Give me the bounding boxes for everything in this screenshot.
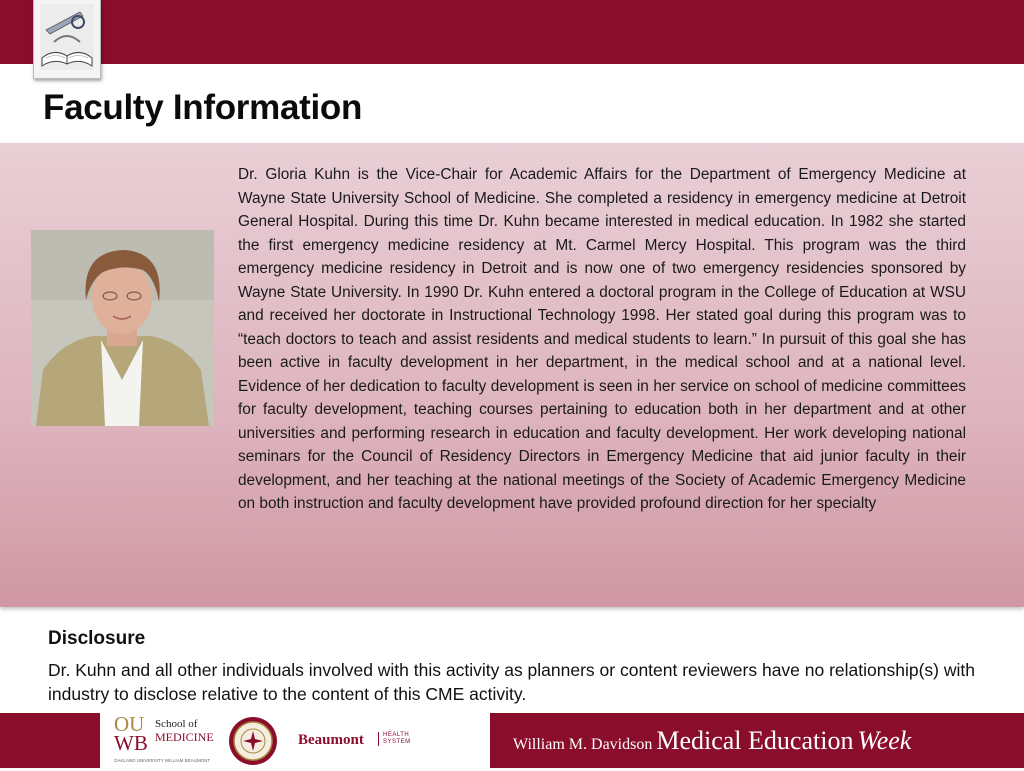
- banner-week: Week: [857, 726, 912, 755]
- banner-prefix: William M. Davidson: [513, 736, 653, 753]
- disclosure-heading: Disclosure: [48, 628, 146, 649]
- ouwb-subtitle: OAKLAND UNIVERSITY WILLIAM BEAUMONT: [114, 758, 211, 763]
- faculty-photo: [31, 230, 214, 426]
- ouwb-school-name: [155, 718, 214, 744]
- bio-panel: [0, 143, 1024, 607]
- ouwb-logo: [114, 712, 214, 767]
- page-title: Faculty Information: [43, 88, 363, 127]
- ouwb-line2: WB: [114, 731, 148, 755]
- ouwb-monogram: [114, 712, 152, 755]
- ouwb-school-of: School of: [155, 718, 198, 730]
- seal-icon: [228, 716, 278, 766]
- top-header-bar: [0, 0, 1024, 64]
- footer-banner: [490, 713, 1024, 768]
- banner-text: [513, 726, 911, 756]
- disclosure-text: Dr. Kuhn and all other individuals involved with this activity as planners or content reviewers have no relationship(s) with industry to disclose relative to the content of this CME activity.: [48, 660, 975, 704]
- banner-main: Medical Education: [656, 726, 854, 755]
- beaumont-sub-line2: SYSTEM: [383, 739, 411, 745]
- ouwb-line1: OU: [114, 712, 145, 736]
- beaumont-logo-name: Beaumont: [298, 732, 364, 748]
- beaumont-logo-sub: [378, 732, 423, 746]
- beaumont-sub-line1: HEALTH: [383, 732, 410, 738]
- ouwb-medicine: MEDICINE: [155, 730, 214, 744]
- footer-left-bar: [0, 713, 100, 768]
- footer-logos: [100, 713, 485, 768]
- book-logo-icon: [33, 0, 101, 79]
- bio-text: Dr. Gloria Kuhn is the Vice-Chair for Academic Affairs for the Department of Emergency Medicine at Wayne State University School of Medicine. She completed a residency in emergency medicine at Detroit General Hospital. During this time Dr. Kuhn became interested in medical education. In 1982 she started the first emergency medicine residency at Mt. Carmel Mercy Hospital. This program was the third emergency medicine residency in Detroit and is now one of two emergency residencies sponsored by Wayne State University. In 1990 Dr. Kuhn entered a doctoral program in the College of Education at WSU and received her doctorate in Instructional Technology 1998. Her stated goal during this program was to “teach doctors to teach and assist residents and medical students to learn.” In pursuit of this goal she has been active in faculty development in her department, in the medical school and at a national level. Evidence of her dedication to faculty development is seen in her service on school of medicine committees for faculty development, teaching courses pertaining to education both in her department and at other universities and performing research in education and faculty development. Her work developing national seminars for the Council of Residency Directors in Emergency Medicine that aid junior faculty in their development, and her teaching at the national meetings of the Society of Academic Emergency Medicine on both instruction and faculty development have provided profound direction for her specialty: [238, 166, 966, 512]
